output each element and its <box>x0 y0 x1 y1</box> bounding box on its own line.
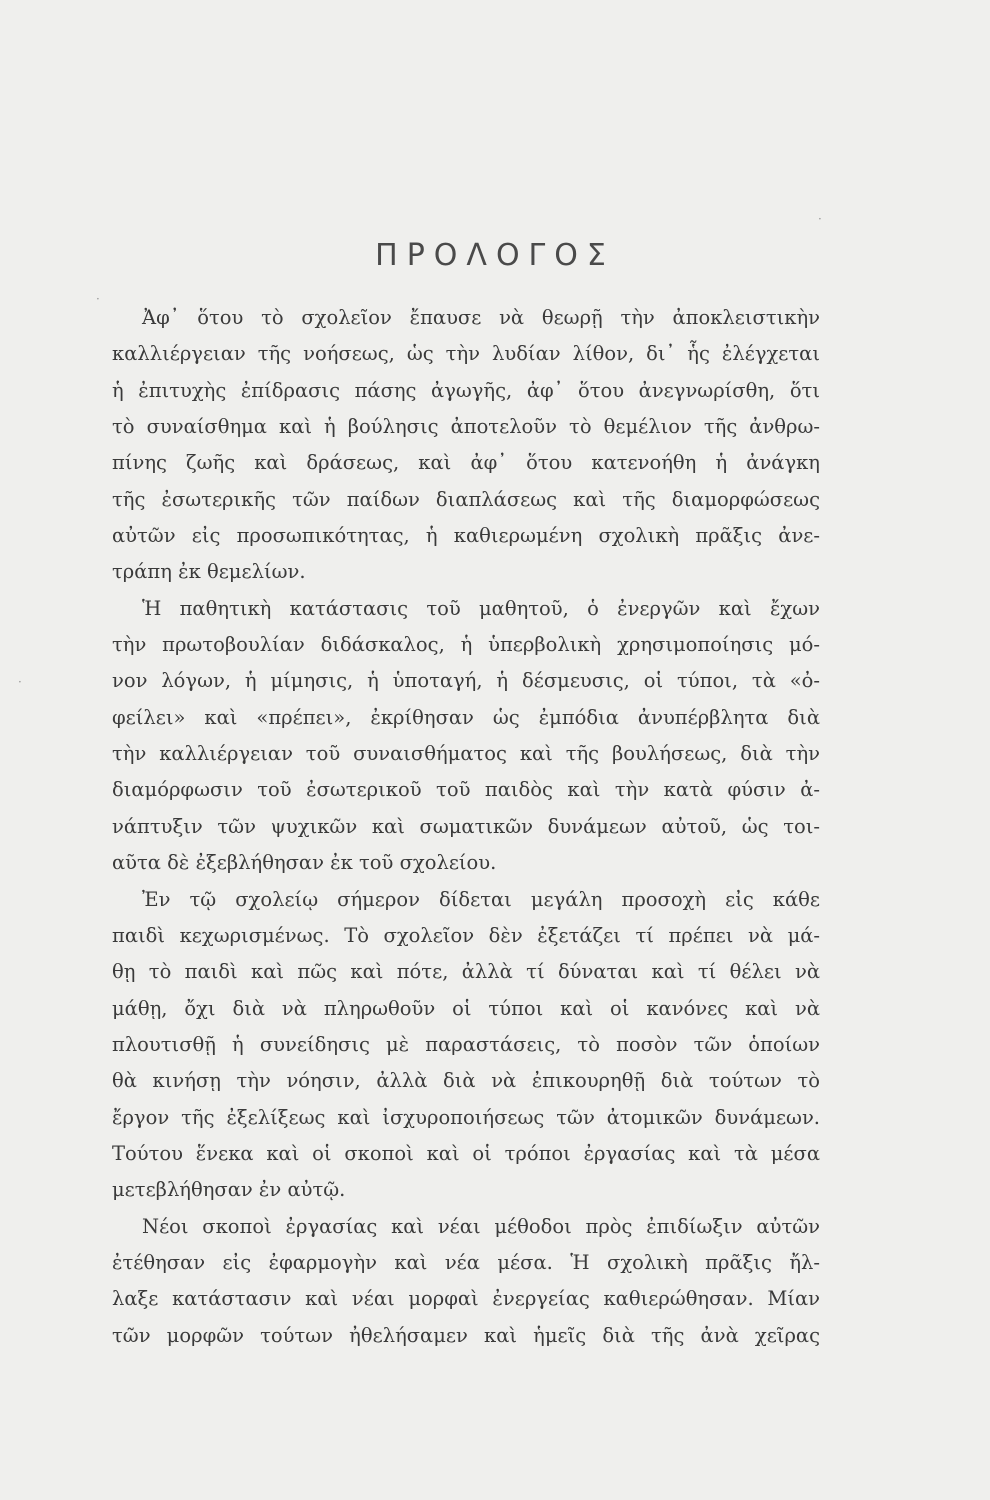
text-line: αὐτῶν εἰς προσωπικότητας, ἡ καθιερωμένη σχολικὴ πρᾶξις ἀνε- <box>112 524 820 548</box>
text-line: Ἐν τῷ σχολείῳ σήμερον δίδεται μεγάλη προσοχὴ εἰς κάθε <box>142 887 820 911</box>
text-line: διαμόρφωσιν τοῦ ἐσωτερικοῦ τοῦ παιδὸς καὶ τὴν κατὰ φύσιν ἀ- <box>112 778 820 802</box>
text-line: θὰ κινήσῃ τὴν νόησιν, ἀλλὰ διὰ νὰ ἐπικουρηθῇ διὰ τούτων τὸ <box>112 1069 820 1093</box>
text-line: τὴν καλλιέργειαν τοῦ συναισθήματος καὶ τῆς βουλήσεως, διὰ τὴν <box>112 742 820 766</box>
text-line: ἔργον τῆς ἐξελίξεως καὶ ἰσχυροποιήσεως τῶν ἀτομικῶν δυνάμεων. <box>112 1105 820 1129</box>
text-line: νάπτυξιν τῶν ψυχικῶν καὶ σωματικῶν δυνάμεων αὐτοῦ, ὡς τοι- <box>112 814 820 838</box>
prologue-text <box>112 300 820 1354</box>
text-line: τὸ συναίσθημα καὶ ἡ βούλησις ἀποτελοῦν τὸ θεμέλιον τῆς ἀνθρω- <box>112 415 820 439</box>
text-line: τῆς ἐσωτερικῆς τῶν παίδων διαπλάσεως καὶ τῆς διαμορφώσεως <box>112 487 820 511</box>
text-line: φείλει» καὶ «πρέπει», ἐκρίθησαν ὡς ἐμπόδια ἀνυπέρβλητα διὰ <box>112 705 820 729</box>
text-line: μετεβλήθησαν ἐν αὐτῷ. <box>112 1178 346 1202</box>
text-line: τῶν μορφῶν τούτων ἠθελήσαμεν καὶ ἡμεῖς διὰ τῆς ἀνὰ χεῖρας <box>112 1323 820 1347</box>
text-line: ἐτέθησαν εἰς ἐφαρμογὴν καὶ νέα μέσα. Ἡ σχολικὴ πρᾶξις ἤλ- <box>112 1250 820 1274</box>
text-line: λαξε κατάστασιν καὶ νέαι μορφαὶ ἐνεργείας καθιερώθησαν. Μίαν <box>112 1287 820 1311</box>
text-line: καλλιέργειαν τῆς νοήσεως, ὡς τὴν λυδίαν λίθον, δι᾽ ἧς ἐλέγχεται <box>112 342 820 366</box>
text-line: τράπη ἐκ θεμελίων. <box>112 560 306 584</box>
scan-speck: · <box>96 292 100 306</box>
text-line: Τούτου ἕνεκα καὶ οἱ σκοποὶ καὶ οἱ τρόποι ἐργασίας καὶ τὰ μέσα <box>112 1141 820 1165</box>
page-title: ΠΡΟΛΟΓΟΣ <box>375 238 615 273</box>
text-line: ἡ ἐπιτυχὴς ἐπίδρασις πάσης ἀγωγῆς, ἀφ᾽ ὅτου ἀνεγνωρίσθη, ὅτι <box>112 378 820 402</box>
text-line: πίνης ζωῆς καὶ δράσεως, καὶ ἀφ᾽ ὅτου κατενοήθη ἡ ἀνάγκη <box>112 451 820 475</box>
text-line: αῦτα δὲ ἐξεβλήθησαν ἐκ τοῦ σχολείου. <box>112 851 497 875</box>
text-line: τὴν πρωτοβουλίαν διδάσκαλος, ἡ ὑπερβολικὴ χρησιμοποίησις μό- <box>112 633 820 657</box>
scan-speck: · <box>818 212 822 226</box>
text-line: Νέοι σκοποὶ ἐργασίας καὶ νέαι μέθοδοι πρὸς ἐπιδίωξιν αὐτῶν <box>142 1214 820 1238</box>
text-line: Ἡ παθητικὴ κατάστασις τοῦ μαθητοῦ, ὁ ἐνεργῶν καὶ ἔχων <box>142 596 820 620</box>
text-line: Ἀφ᾽ ὅτου τὸ σχολεῖον ἔπαυσε νὰ θεωρῇ τὴν ἀποκλειστικὴν <box>142 306 820 329</box>
text-line: μάθῃ, ὄχι διὰ νὰ πληρωθοῦν οἱ τύποι καὶ οἱ κανόνες καὶ νὰ <box>112 996 820 1020</box>
text-line: νον λόγων, ἡ μίμησις, ἡ ὑποταγή, ἡ δέσμευσις, οἱ τύποι, τὰ «ὀ- <box>112 669 820 693</box>
scan-speck: · <box>18 675 22 689</box>
text-line: πλουτισθῇ ἡ συνείδησις μὲ παραστάσεις, τὸ ποσὸν τῶν ὁποίων <box>112 1032 820 1056</box>
text-line: θῃ τὸ παιδὶ καὶ πῶς καὶ πότε, ἀλλὰ τί δύναται καὶ τί θέλει νὰ <box>112 960 820 984</box>
text-line: παιδὶ κεχωρισμένως. Τὸ σχολεῖον δὲν ἐξετάζει τί πρέπει νὰ μά- <box>112 923 820 947</box>
